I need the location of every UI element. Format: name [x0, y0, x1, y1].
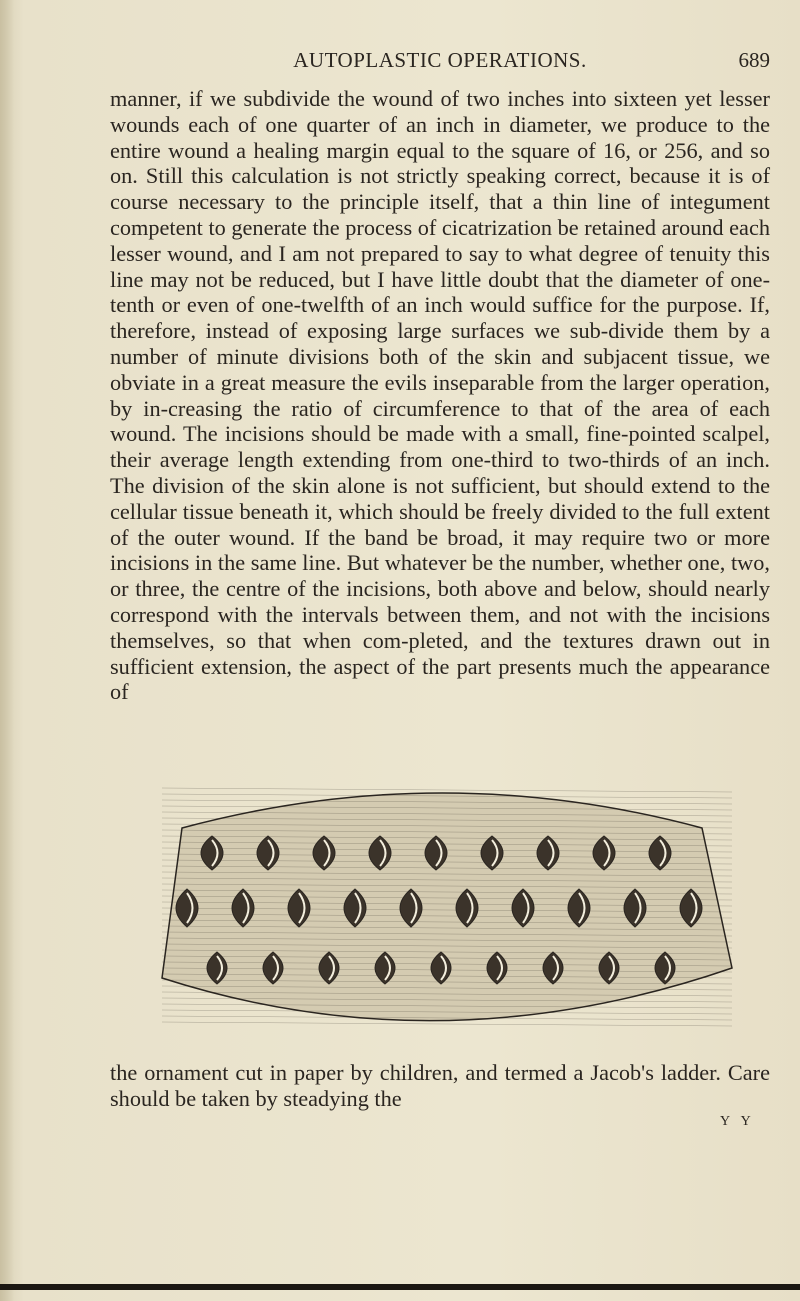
jacobs-ladder-engraving: [142, 768, 742, 1048]
jacobs-ladder-illustration: [142, 768, 742, 1048]
page-number: 689: [738, 48, 770, 72]
signature-mark: Y Y: [720, 1114, 755, 1129]
hatch-line: [162, 1022, 732, 1026]
continuation-paragraph: the ornament cut in paper by children, and termed a Jacob's ladder. Care should be taken by steadying the: [110, 1060, 770, 1111]
bottom-edge-rule: [0, 1284, 800, 1290]
body-paragraph: manner, if we subdivide the wound of two inches into sixteen yet lesser wounds each of one quarter of an inch in diameter, we produce to the entire wound a healing margin equal to the square of 16, or 256, and so on. Still this calculation is not strictly speaking correct, because it is of course necessary to the principle itself, that a thin line of integument competent to generate the process of cicatrization be retained around each lesser wound, and I am not prepared to say to what degree of tenuity this line may not be reduced, but I have little doubt that the diameter of one-tenth or even of one-twelfth of an inch would suffice for the purpose. If, therefore, instead of exposing large surfaces we sub-divide them by a number of minute divisions both of the skin and subjacent tissue, we obviate in a great measure the evils inseparable from the larger operation, by in-creasing the ratio of circumference to that of the area of each wound. The incisions should be made with a small, fine-pointed scalpel, their average length extending from one-third to two-thirds of an inch. The division of the skin alone is not sufficient, but should extend to the cellular tissue beneath it, which should be freely divided to the full extent of the outer wound. If the band be broad, it may require two or more incisions in the same line. But whatever be the number, whether one, two, or three, the centre of the incisions, both above and below, should nearly correspond with the intervals between them, and not with the incisions themselves, so that when com-pleted, and the textures drawn out in sufficient extension, the aspect of the part presents much the appearance of: [110, 86, 770, 705]
page-gutter-shadow: [0, 0, 14, 1301]
page-header: [110, 48, 770, 78]
hatch-line: [162, 788, 732, 792]
running-head: AUTOPLASTIC OPERATIONS.: [293, 48, 587, 72]
